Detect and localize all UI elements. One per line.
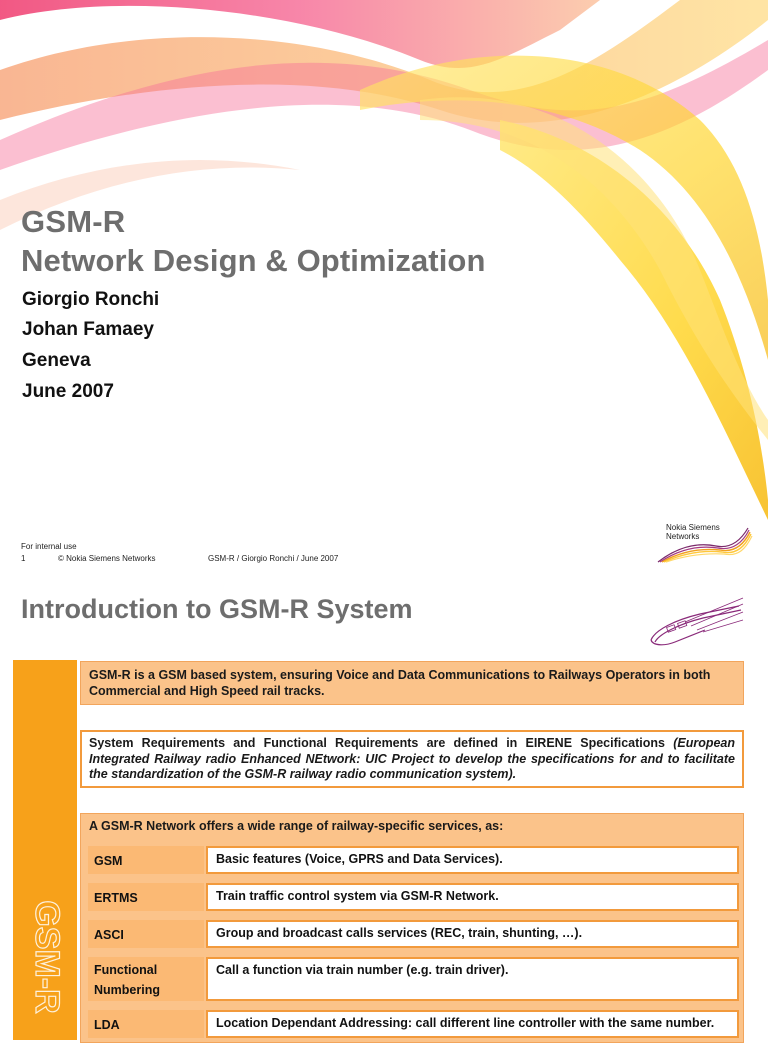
- slide-title: Introduction to GSM-R System: [21, 594, 413, 624]
- high-speed-train-icon: [645, 590, 745, 648]
- presentation-subtitle: Network Design & Optimization: [21, 243, 486, 278]
- footer-document-info: GSM-R / Giorgio Ronchi / June 2007: [208, 554, 339, 563]
- spec-italic-text: (European Integrated Railway radio Enhanced NEtwork: UIC Project to develop the specifications for and to facilitate the standardization of the GSM-R railway radio communication system).: [89, 736, 735, 781]
- orange-side-bar: [13, 660, 77, 1040]
- service-row: [88, 920, 739, 948]
- footer-page-number: 1: [21, 554, 26, 563]
- footer-copyright: © Nokia Siemens Networks: [58, 554, 156, 563]
- services-heading: A GSM-R Network offers a wide range of railway-specific services, as:: [89, 819, 504, 833]
- author-name-2: Johan Famaey: [22, 319, 154, 340]
- introduction-slide: [0, 576, 768, 1032]
- service-row: [88, 1010, 739, 1038]
- service-description: Train traffic control system via GSM-R Network.: [206, 883, 739, 911]
- service-name: GSM: [88, 846, 204, 874]
- service-name: ERTMS: [88, 883, 204, 911]
- services-box: [80, 813, 744, 1043]
- author-name-1: Giorgio Ronchi: [22, 289, 160, 310]
- spec-text-box: [80, 730, 744, 788]
- service-name: LDA: [88, 1010, 204, 1038]
- side-bar-label: [21, 882, 69, 1032]
- service-row: [88, 957, 739, 1001]
- location-text: Geneva: [22, 350, 91, 371]
- nokia-siemens-networks-logo: [656, 520, 756, 566]
- logo-text-line-2: Networks: [666, 532, 700, 541]
- service-description: Group and broadcast calls services (REC, train, shunting, …).: [206, 920, 739, 948]
- footer-internal-use: For internal use: [21, 542, 77, 551]
- intro-text-box: GSM-R is a GSM based system, ensuring Voice and Data Communications to Railways Operators in both Commercial and High Speed rail tracks.: [80, 661, 744, 705]
- service-row: [88, 883, 739, 911]
- service-description: Basic features (Voice, GPRS and Data Services).: [206, 846, 739, 874]
- service-description: Call a function via train number (e.g. train driver).: [206, 957, 739, 1001]
- service-description: Location Dependant Addressing: call different line controller with the same number.: [206, 1010, 739, 1038]
- presentation-title: GSM-R: [21, 204, 126, 239]
- logo-text-line-1: Nokia Siemens: [666, 523, 720, 532]
- spec-text: System Requirements and Functional Requirements are defined in EIRENE Specifications: [89, 736, 674, 750]
- date-text: June 2007: [22, 381, 114, 402]
- service-name: Functional Numbering: [88, 957, 204, 1001]
- svg-text:GSM-R: GSM-R: [28, 900, 67, 1014]
- service-name: ASCI: [88, 920, 204, 948]
- service-row: [88, 846, 739, 874]
